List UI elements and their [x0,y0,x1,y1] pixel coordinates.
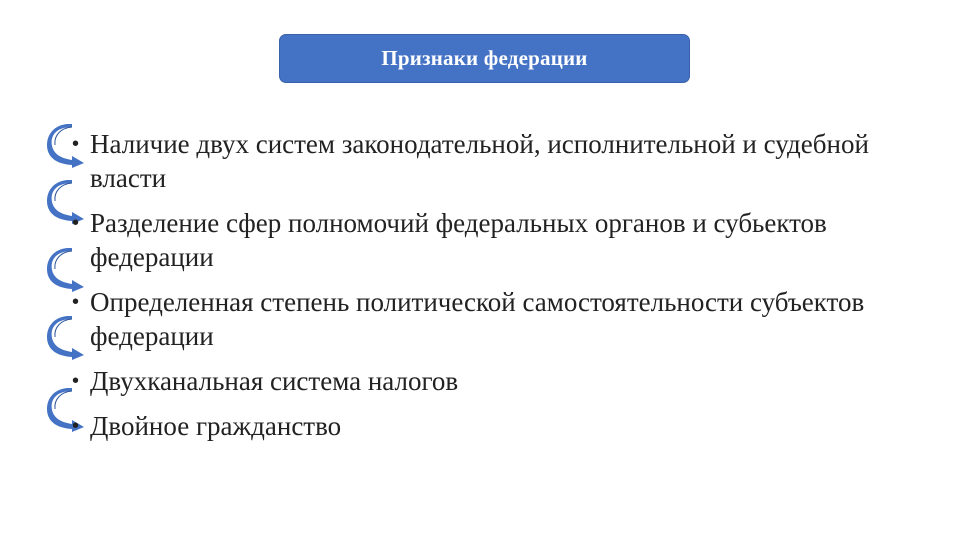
list-item-text: Определенная степень политической самостоятельности субъектов федерации [90,287,865,351]
slide-title: Признаки федерации [381,46,588,70]
bullet-marker: • [72,370,80,392]
bullet-list [72,127,932,454]
list-item [72,409,932,443]
list-item [72,364,932,398]
list-item [72,127,932,195]
bullet-marker: • [72,415,80,437]
bullet-marker: • [72,212,80,234]
bullet-marker: • [72,291,80,313]
list-item-text: Двойное гражданство [90,411,342,441]
list-item-text: Разделение сфер полномочий федеральных органов и субьектов федерации [90,208,827,272]
list-item [72,206,932,274]
list-item-text: Наличие двух систем законодательной, исполнительной и судебной власти [90,129,869,193]
bullet-marker: • [72,133,80,155]
list-item [72,285,932,353]
list-item-text: Двухканальная система налогов [90,366,459,396]
title-box [279,34,690,83]
